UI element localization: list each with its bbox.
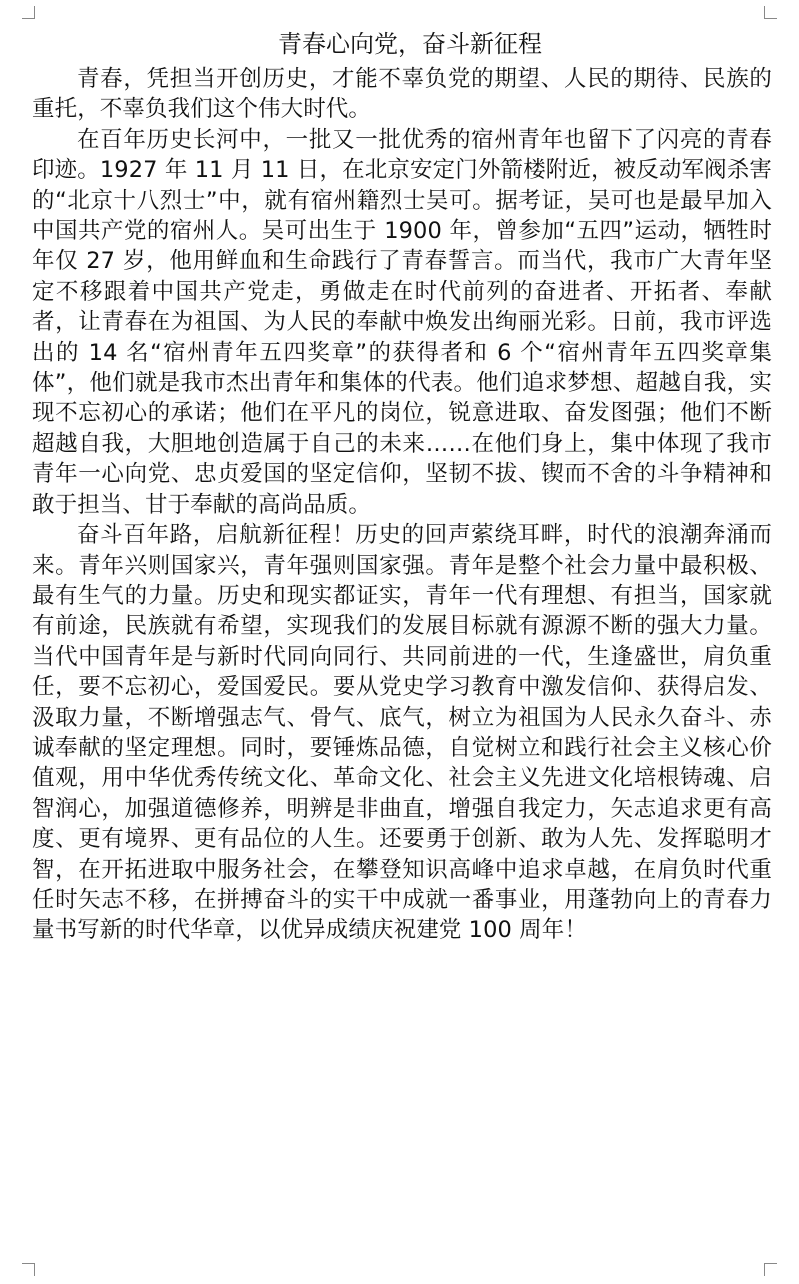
document-title: 青春心向党，奋斗新征程 [278, 30, 542, 58]
paragraph-new-journey: 奋斗百年路，启航新征程！历史的回声萦绕耳畔，时代的浪潮奔涌而来。青年兴则国家兴，青年强则国家强。青年是整个社会力量中最积极、最有生气的力量。历史和现实都证实，青年一代有理想、有担当，国家就有前途，民族就有希望，实现我们的发展目标就有源源不断的强大力量。当代中国青年是与新时代同向同行、共同前进的一代，生逢盛世，肩负重任，要不忘初心，爱国爱民。要从党史学习教育中激发信仰、获得启发、汲取力量，不断增强志气、骨气、底气，树立为祖国为人民永久奋斗、赤诚奉献的坚定理想。同时，要锤炼品德，自觉树立和践行社会主义核心价值观，用中华优秀传统文化、革命文化、社会主义先进文化培根铸魂、启智润心，加强道德修养，明辨是非曲直，增强自我定力，矢志追求更有高度、更有境界、更有品位的人生。还要勇于创新、敢为人先、发挥聪明才智，在开拓进取中服务社会，在攀登知识高峰中追求卓越，在肩负时代重任时矢志不移，在拼搏奋斗的实干中成就一番事业，用蓬勃向上的青春力量书写新的时代华章，以优异成绩庆祝建党 100 周年！ [32, 522, 772, 944]
page-corner-mark-top-left [22, 6, 35, 19]
page-corner-mark-top-right [764, 6, 777, 19]
paragraph-intro: 青春，凭担当开创历史，才能不辜负党的期望、人民的期待、民族的重托，不辜负我们这个伟大时代。 [32, 66, 772, 123]
document-page [32, 24, 772, 946]
paragraph-history: 在百年历史长河中，一批又一批优秀的宿州青年也留下了闪亮的青春印迹。1927 年 11 月 11 日，在北京安定门外箭楼附近，被反动军阀杀害的“北京十八烈士”中，就有宿州籍烈士吴可。据考证，吴可也是最早加入中国共产党的宿州人。吴可出生于 1900 年，曾参加“五四”运动，牺牲时年仅 27 岁，他用鲜血和生命践行了青春誓言。而当代，我市广大青年坚定不移跟着中国共产党走，勇做走在时代前列的奋进者、开拓者、奉献者，让青春在为祖国、为人民的奉献中焕发出绚丽光彩。日前，我市评选出的 14 名“宿州青年五四奖章”的获得者和 6 个“宿州青年五四奖章集体”，他们就是我市杰出青年和集体的代表。他们追求梦想、超越自我，实现不忘初心的承诺；他们在平凡的岗位，锐意进取、奋发图强；他们不断超越自我，大胆地创造属于自己的未来……在他们身上，集中体现了我市青年一心向党、忠贞爱国的坚定信仰，坚韧不拔、锲而不舍的斗争精神和敢于担当、甘于奉献的高尚品质。 [32, 126, 772, 518]
page-corner-mark-bottom-right [764, 1263, 777, 1276]
page-corner-mark-bottom-left [22, 1263, 35, 1276]
